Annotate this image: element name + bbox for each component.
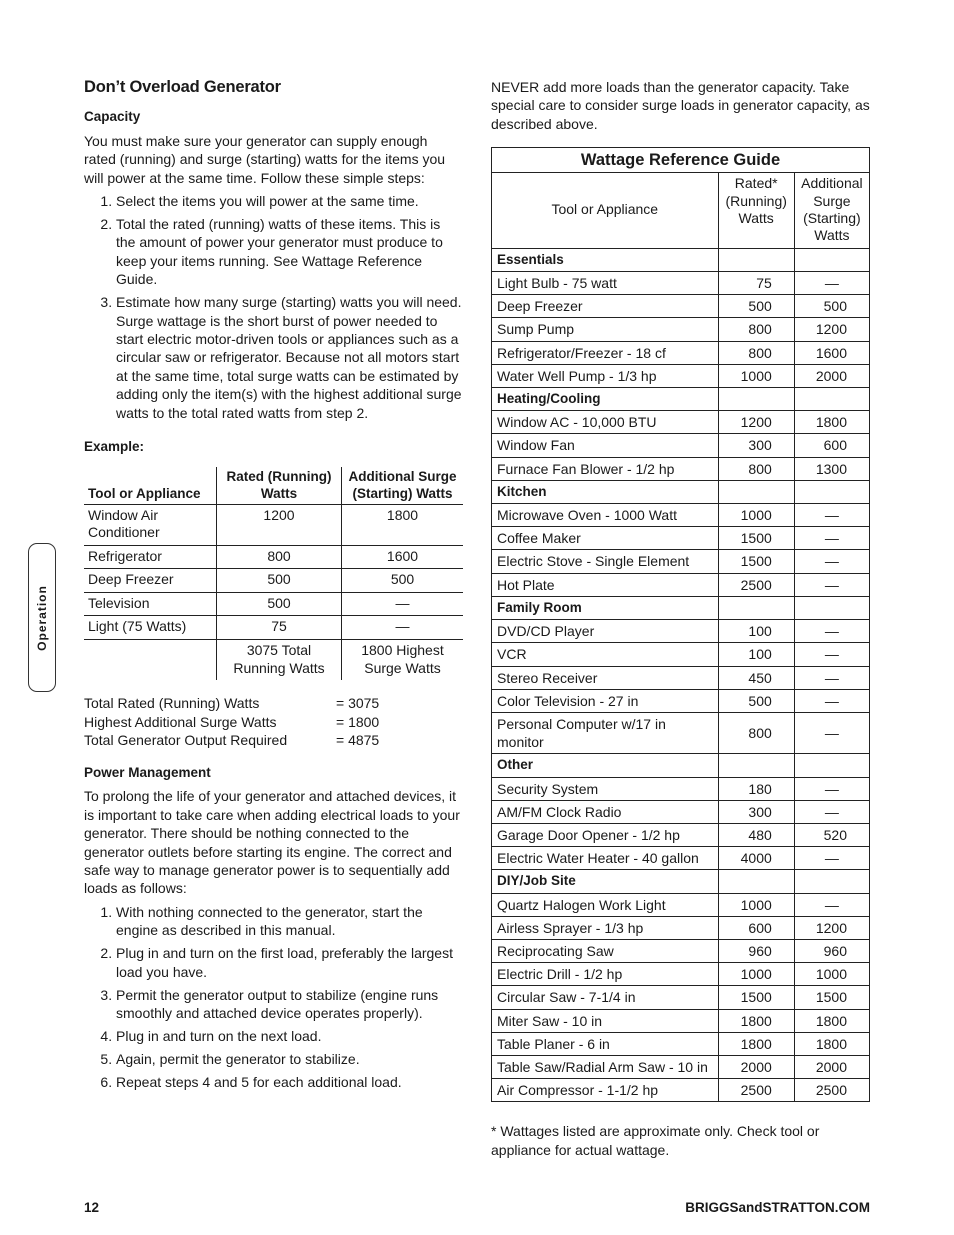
guide-item-name: Furnace Fan Blower - 1/2 hp <box>492 457 719 480</box>
guide-item-row <box>492 1055 870 1078</box>
guide-item-name: Table Saw/Radial Arm Saw - 10 in <box>492 1055 719 1078</box>
power-step: 1. With nothing connected to the generator, start the engine as described in this manual. <box>116 903 463 940</box>
guide-category-empty <box>718 870 794 893</box>
guide-item-rated: 2500 <box>718 1079 794 1102</box>
guide-header-rated: Rated* (Running) Watts <box>718 173 794 249</box>
guide-item-row <box>492 550 870 573</box>
guide-item-rated: 1000 <box>718 364 794 387</box>
guide-item-surge: — <box>794 712 869 753</box>
guide-item-name: Quartz Halogen Work Light <box>492 893 719 916</box>
website-url: BRIGGSandSTRATTON.COM <box>685 1200 870 1215</box>
guide-item-name: Hot Plate <box>492 573 719 596</box>
guide-item-surge: — <box>794 847 869 870</box>
guide-item-row <box>492 689 870 712</box>
page-number: 12 <box>84 1200 100 1215</box>
right-column <box>491 78 870 1159</box>
guide-item-name: AM/FM Clock Radio <box>492 800 719 823</box>
guide-item-rated: 100 <box>718 643 794 666</box>
guide-item-surge: 1800 <box>794 1032 869 1055</box>
guide-item-rated: 1500 <box>718 986 794 1009</box>
guide-item-name: Sump Pump <box>492 318 719 341</box>
guide-item-row <box>492 295 870 318</box>
guide-item-name: Deep Freezer <box>492 295 719 318</box>
example-cell-rated: 1200 <box>217 504 342 545</box>
guide-category-empty <box>794 388 869 411</box>
guide-item-row <box>492 1032 870 1055</box>
guide-item-surge: — <box>794 777 869 800</box>
guide-category-row <box>492 870 870 893</box>
guide-item-rated: 180 <box>718 777 794 800</box>
guide-item-name: Table Planer - 6 in <box>492 1032 719 1055</box>
guide-item-surge: — <box>794 504 869 527</box>
capacity-step: 1. Select the items you will power at the same time. <box>116 192 463 210</box>
example-totals <box>84 694 463 750</box>
guide-item-row <box>492 341 870 364</box>
guide-category-name: DIY/Job Site <box>492 870 719 893</box>
guide-item-surge: 2000 <box>794 364 869 387</box>
power-intro: To prolong the life of your generator and attached devices, it is important to take care when adding electrical loads to your generator. There should be nothing connected to the generator outlets before starting its engine. The correct and safe way to manage generator power is to sequentially add loads as follows: <box>84 788 460 897</box>
totals-row <box>84 713 463 732</box>
guide-title: Wattage Reference Guide <box>492 148 870 173</box>
guide-item-rated: 800 <box>718 457 794 480</box>
guide-item-surge: — <box>794 620 869 643</box>
guide-item-row <box>492 318 870 341</box>
section-tab-operation <box>28 543 56 692</box>
guide-category-empty <box>718 480 794 503</box>
guide-category-name: Family Room <box>492 596 719 619</box>
guide-item-surge: — <box>794 272 869 295</box>
guide-item-surge: 1800 <box>794 411 869 434</box>
guide-item-rated: 300 <box>718 434 794 457</box>
guide-item-row <box>492 527 870 550</box>
guide-item-surge: — <box>794 666 869 689</box>
guide-item-surge: 1600 <box>794 341 869 364</box>
example-total-surge: 1800 Highest Surge Watts <box>342 640 464 681</box>
guide-item-name: Window Fan <box>492 434 719 457</box>
guide-item-rated: 2500 <box>718 573 794 596</box>
guide-item-row <box>492 411 870 434</box>
guide-item-surge: 500 <box>794 295 869 318</box>
totals-value: = 4875 <box>336 732 380 749</box>
guide-item-row <box>492 823 870 846</box>
guide-item-rated: 1000 <box>718 963 794 986</box>
guide-item-surge: 960 <box>794 939 869 962</box>
guide-item-name: Airless Sprayer - 1/3 hp <box>492 916 719 939</box>
guide-item-rated: 4000 <box>718 847 794 870</box>
guide-item-surge: — <box>794 800 869 823</box>
guide-item-name: Circular Saw - 7-1/4 in <box>492 986 719 1009</box>
guide-item-name: Stereo Receiver <box>492 666 719 689</box>
guide-item-surge: — <box>794 527 869 550</box>
guide-item-rated: 1500 <box>718 550 794 573</box>
guide-item-name: Water Well Pump - 1/3 hp <box>492 364 719 387</box>
guide-item-rated: 1800 <box>718 1009 794 1032</box>
guide-item-name: Electric Drill - 1/2 hp <box>492 963 719 986</box>
guide-item-rated: 1800 <box>718 1032 794 1055</box>
guide-item-row <box>492 916 870 939</box>
example-header-tool: Tool or Appliance <box>84 467 217 505</box>
guide-item-row <box>492 1009 870 1032</box>
guide-category-row <box>492 754 870 777</box>
capacity-step: 3. Estimate how many surge (starting) watts you will need. Surge wattage is the short burst of power needed to start electric motor-driven tools or appliances such as a circular saw or refrigerator. Because not all motors start at the same time, total surge watts can be estimated by adding only the item(s) with the highest additional surge watts to the total rated watts from step 2. <box>116 293 463 422</box>
guide-item-rated: 1500 <box>718 527 794 550</box>
guide-item-name: Air Compressor - 1-1/2 hp <box>492 1079 719 1102</box>
section-title: Don’t Overload Generator <box>84 78 281 96</box>
example-cell-rated: 500 <box>217 592 342 616</box>
guide-category-name: Other <box>492 754 719 777</box>
guide-category-empty <box>794 754 869 777</box>
guide-item-rated: 800 <box>718 712 794 753</box>
example-total-row <box>84 640 463 681</box>
guide-item-surge: 1200 <box>794 916 869 939</box>
guide-item-name: Coffee Maker <box>492 527 719 550</box>
power-step: 5. Again, permit the generator to stabilize. <box>116 1050 463 1068</box>
guide-item-rated: 300 <box>718 800 794 823</box>
capacity-intro: You must make sure your generator can supply enough rated (running) and surge (starting) watts for the items you will power at the same time. Follow these simple steps: <box>84 132 446 186</box>
example-total-running: 3075 Total Running Watts <box>217 640 342 681</box>
capacity-heading: Capacity <box>84 109 141 125</box>
guide-category-empty <box>718 388 794 411</box>
guide-category-row <box>492 480 870 503</box>
example-cell-rated: 800 <box>217 545 342 569</box>
wattage-reference-guide <box>491 147 870 1102</box>
guide-item-rated: 2000 <box>718 1055 794 1078</box>
totals-label: Total Rated (Running) Watts <box>84 695 260 712</box>
guide-item-surge: 2000 <box>794 1055 869 1078</box>
guide-item-rated: 500 <box>718 689 794 712</box>
guide-item-rated: 800 <box>718 318 794 341</box>
example-cell-surge: 1600 <box>342 545 464 569</box>
example-header-surge: Additional Surge (Starting) Watts <box>342 467 464 505</box>
guide-category-empty <box>718 754 794 777</box>
guide-item-surge: — <box>794 573 869 596</box>
guide-item-name: Light Bulb - 75 watt <box>492 272 719 295</box>
guide-item-name: Electric Stove - Single Element <box>492 550 719 573</box>
power-step: 2. Plug in and turn on the first load, preferably the largest load you have. <box>116 944 463 981</box>
guide-item-surge: — <box>794 689 869 712</box>
left-column <box>84 78 463 1096</box>
guide-category-name: Essentials <box>492 248 719 271</box>
example-cell-surge: — <box>342 592 464 616</box>
guide-item-surge: — <box>794 550 869 573</box>
example-table <box>84 467 463 681</box>
guide-item-surge: — <box>794 893 869 916</box>
guide-item-row <box>492 893 870 916</box>
example-cell-rated: 75 <box>217 616 342 640</box>
guide-item-row <box>492 800 870 823</box>
power-step: 3. Permit the generator output to stabilize (engine runs smoothly and attached device operates properly). <box>116 986 463 1023</box>
guide-category-row <box>492 248 870 271</box>
example-row <box>84 569 463 593</box>
example-heading: Example: <box>84 439 145 455</box>
guide-item-row <box>492 620 870 643</box>
guide-item-surge: 1000 <box>794 963 869 986</box>
example-cell-surge: 500 <box>342 569 464 593</box>
guide-item-row <box>492 777 870 800</box>
totals-label: Total Generator Output Required <box>84 732 288 749</box>
totals-label: Highest Additional Surge Watts <box>84 713 277 730</box>
guide-item-surge: 1300 <box>794 457 869 480</box>
guide-category-empty <box>794 870 869 893</box>
guide-item-row <box>492 272 870 295</box>
guide-item-row <box>492 504 870 527</box>
guide-item-name: Window AC - 10,000 BTU <box>492 411 719 434</box>
example-row <box>84 592 463 616</box>
guide-item-rated: 800 <box>718 341 794 364</box>
guide-item-name: VCR <box>492 643 719 666</box>
guide-item-name: Personal Computer w/17 in monitor <box>492 712 719 753</box>
example-row <box>84 504 463 545</box>
guide-item-rated: 600 <box>718 916 794 939</box>
guide-item-rated: 1200 <box>718 411 794 434</box>
guide-item-rated: 480 <box>718 823 794 846</box>
example-cell-tool: Window Air Conditioner <box>84 504 217 545</box>
capacity-warning: NEVER add more loads than the generator capacity. Take special care to consider surge loads in generator capacity, as described above. <box>491 79 870 132</box>
guide-category-row <box>492 388 870 411</box>
guide-item-row <box>492 364 870 387</box>
guide-item-name: Garage Door Opener - 1/2 hp <box>492 823 719 846</box>
guide-item-rated: 450 <box>718 666 794 689</box>
guide-item-row <box>492 573 870 596</box>
guide-item-surge: 2500 <box>794 1079 869 1102</box>
guide-item-row <box>492 986 870 1009</box>
guide-item-name: Reciprocating Saw <box>492 939 719 962</box>
example-row <box>84 545 463 569</box>
example-row <box>84 616 463 640</box>
guide-category-empty <box>794 596 869 619</box>
guide-item-name: Electric Water Heater - 40 gallon <box>492 847 719 870</box>
power-heading: Power Management <box>84 765 211 781</box>
guide-item-row <box>492 434 870 457</box>
guide-category-row <box>492 596 870 619</box>
guide-item-surge: 600 <box>794 434 869 457</box>
guide-header-surge: Additional Surge (Starting) Watts <box>794 173 869 249</box>
guide-category-empty <box>718 248 794 271</box>
example-cell-rated: 500 <box>217 569 342 593</box>
section-tab-label: Operation <box>34 584 49 651</box>
guide-item-row <box>492 712 870 753</box>
guide-item-row <box>492 666 870 689</box>
guide-item-rated: 100 <box>718 620 794 643</box>
example-cell-surge: 1800 <box>342 504 464 545</box>
capacity-steps <box>84 192 463 422</box>
totals-value: = 1800 <box>336 713 380 730</box>
guide-category-empty <box>794 480 869 503</box>
wattage-footnote: * Wattages listed are approximate only. Check tool or appliance for actual wattage. <box>491 1123 820 1158</box>
guide-item-row <box>492 457 870 480</box>
totals-row <box>84 731 463 750</box>
guide-item-rated: 500 <box>718 295 794 318</box>
guide-item-row <box>492 963 870 986</box>
guide-item-row <box>492 847 870 870</box>
power-steps <box>84 903 463 1092</box>
guide-item-row <box>492 643 870 666</box>
guide-item-name: Miter Saw - 10 in <box>492 1009 719 1032</box>
guide-item-rated: 1000 <box>718 504 794 527</box>
guide-item-row <box>492 1079 870 1102</box>
example-cell-surge: — <box>342 616 464 640</box>
power-step: 4. Plug in and turn on the next load. <box>116 1027 463 1045</box>
example-total-empty <box>84 640 217 681</box>
power-step: 6. Repeat steps 4 and 5 for each additional load. <box>116 1073 463 1091</box>
guide-item-surge: 1200 <box>794 318 869 341</box>
guide-item-name: Color Television - 27 in <box>492 689 719 712</box>
totals-value: = 3075 <box>336 695 380 712</box>
guide-item-surge: 1500 <box>794 986 869 1009</box>
guide-item-name: DVD/CD Player <box>492 620 719 643</box>
example-cell-tool: Television <box>84 592 217 616</box>
example-cell-tool: Deep Freezer <box>84 569 217 593</box>
example-header-rated: Rated (Running) Watts <box>217 467 342 505</box>
guide-item-name: Refrigerator/Freezer - 18 cf <box>492 341 719 364</box>
guide-header-tool: Tool or Appliance <box>492 173 719 249</box>
totals-row <box>84 694 463 713</box>
guide-item-rated: 960 <box>718 939 794 962</box>
guide-item-surge: 1800 <box>794 1009 869 1032</box>
guide-item-surge: 520 <box>794 823 869 846</box>
guide-category-name: Kitchen <box>492 480 719 503</box>
example-cell-tool: Light (75 Watts) <box>84 616 217 640</box>
example-cell-tool: Refrigerator <box>84 545 217 569</box>
guide-item-row <box>492 939 870 962</box>
guide-item-rated: 75 <box>718 272 794 295</box>
guide-item-name: Security System <box>492 777 719 800</box>
capacity-step: 2. Total the rated (running) watts of these items. This is the amount of power your generator must produce to keep your items running. See Wattage Reference Guide. <box>116 215 463 289</box>
guide-category-empty <box>718 596 794 619</box>
guide-category-empty <box>794 248 869 271</box>
guide-item-rated: 1000 <box>718 893 794 916</box>
guide-category-name: Heating/Cooling <box>492 388 719 411</box>
guide-item-name: Microwave Oven - 1000 Watt <box>492 504 719 527</box>
guide-item-surge: — <box>794 643 869 666</box>
